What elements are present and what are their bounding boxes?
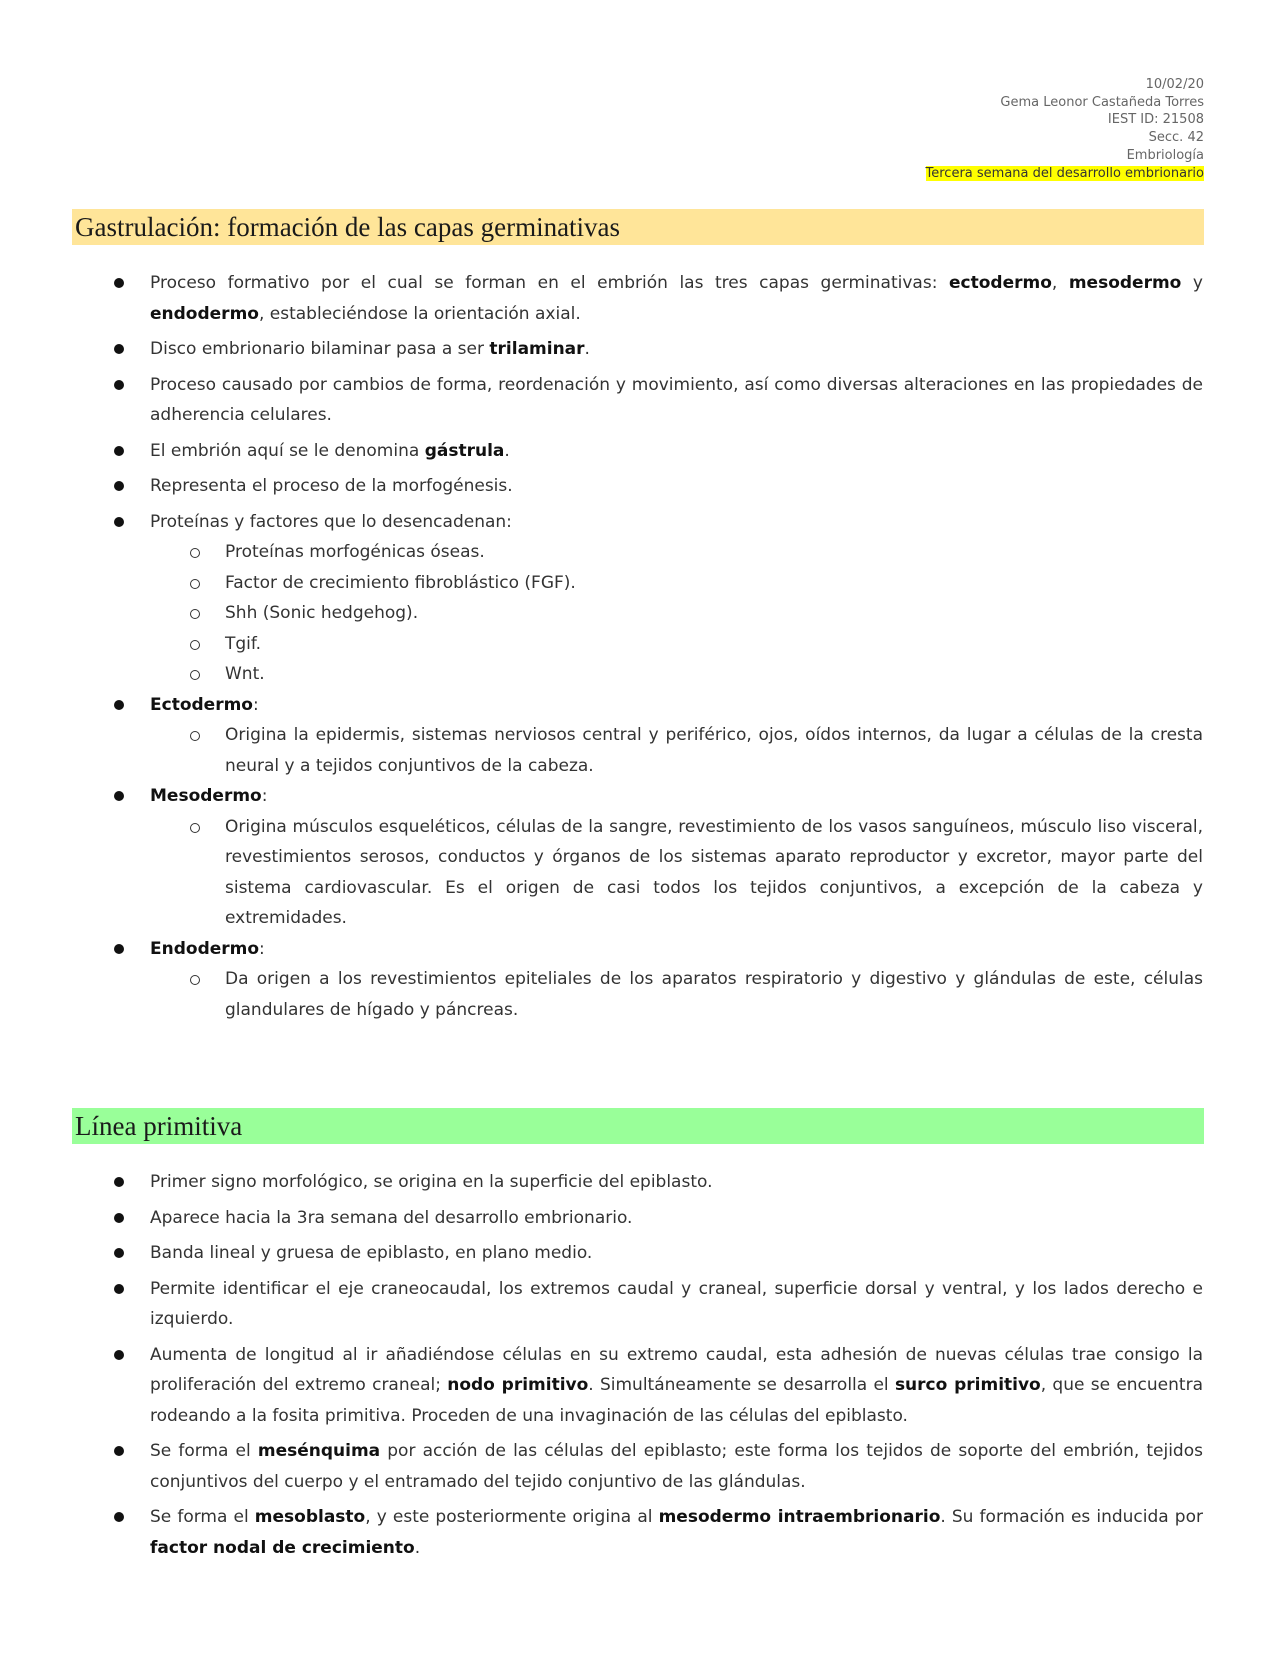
sublist-item: Wnt. xyxy=(150,659,1203,690)
list-item: Primer signo morfológico, se origina en la superficie del epiblasto. xyxy=(0,1167,1280,1198)
circle-bullet-icon xyxy=(190,548,200,558)
list-item: Proceso causado por cambios de forma, reordenación y movimiento, así como diversas alteraciones en las propiedades de adherencia celulares. xyxy=(0,370,1280,431)
bullet-icon xyxy=(114,1177,124,1187)
sublist-item: Shh (Sonic hedgehog). xyxy=(150,598,1203,629)
list-item: Representa el proceso de la morfogénesis. xyxy=(0,471,1280,502)
sublist-item: Tgif. xyxy=(150,629,1203,660)
bullet-icon xyxy=(114,700,124,710)
header-date: 10/02/20 xyxy=(1145,77,1204,92)
list-item: El embrión aquí se le denomina gástrula. xyxy=(0,436,1280,467)
list-item: Proceso formativo por el cual se forman en el embrión las tres capas germinativas: ectodermo, mesodermo y endodermo, estableciéndose la orientación axial. xyxy=(0,268,1280,329)
list-item-endodermo: Endodermo: Da origen a los revestimientos epiteliales de los aparatos respiratorio y digestivo y glándulas de este, células glandulares de hígado y páncreas. xyxy=(0,934,1280,1026)
sublist-item: Factor de crecimiento fibroblástico (FGF). xyxy=(150,568,1203,599)
header-topic: Tercera semana del desarrollo embrionario xyxy=(925,165,1204,181)
bullet-icon xyxy=(114,1284,124,1294)
list-item: Se forma el mesoblasto, y este posteriormente origina al mesodermo intraembrionario. Su formación es inducida por factor nodal de crecimiento. xyxy=(0,1502,1280,1563)
bullet-icon xyxy=(114,944,124,954)
bullet-icon xyxy=(114,344,124,354)
header-student-id: IEST ID: 21508 xyxy=(1107,112,1204,128)
bullet-icon xyxy=(114,1512,124,1522)
sublist-item: Origina músculos esqueléticos, células de la sangre, revestimiento de los vasos sanguíneos, músculo liso visceral, revestimientos serosos, conductos y órganos de los sistemas aparato reproductor y excretor, mayor parte del sistema cardiovascular. Es el origen de casi todos los tejidos conjuntivos, a excepción de la cabeza y extremidades. xyxy=(150,812,1203,934)
list-item: Aumenta de longitud al ir añadiéndose células en su extremo caudal, esta adhesión de nuevas células trae consigo la proliferación del extremo craneal; nodo primitivo. Simultáneamente se desarrolla el surco primitivo, que se encuentra rodeando a la fosita primitiva. Proceden de una invaginación de las células del epiblasto. xyxy=(0,1340,1280,1432)
list-item: Banda lineal y gruesa de epiblasto, en plano medio. xyxy=(0,1238,1280,1269)
circle-bullet-icon xyxy=(190,670,200,680)
list-item: Disco embrionario bilaminar pasa a ser trilaminar. xyxy=(0,334,1280,365)
bullet-icon xyxy=(114,481,124,491)
circle-bullet-icon xyxy=(190,823,200,833)
header-author: Gema Leonor Castañeda Torres xyxy=(1000,94,1204,110)
list-item: Se forma el mesénquima por acción de las células del epiblasto; este forma los tejidos de soporte del embrión, tejidos conjuntivos del cuerpo y el entramado del tejido conjuntivo de las glándulas. xyxy=(0,1436,1280,1497)
section-title-linea-primitiva: Línea primitiva xyxy=(72,1108,1204,1144)
bullet-icon xyxy=(114,791,124,801)
list-item: Permite identificar el eje craneocaudal, los extremos caudal y craneal, superficie dorsal y ventral, y los lados derecho e izquierdo. xyxy=(0,1274,1280,1335)
list-item-ectodermo: Ectodermo: Origina la epidermis, sistemas nerviosos central y periférico, ojos, oídos internos, da lugar a células de la cresta neural y a tejidos conjuntivos de la cabeza. xyxy=(0,690,1280,782)
sublist-item: Da origen a los revestimientos epiteliales de los aparatos respiratorio y digestivo y glándulas de este, células glandulares de hígado y páncreas. xyxy=(150,964,1203,1025)
list-item: Proteínas y factores que lo desencadenan: Proteínas morfogénicas óseas. Factor de crecimiento fibroblástico (FGF). Shh (Sonic hedgehog). Tgif. Wnt. xyxy=(0,507,1280,690)
bullet-icon xyxy=(114,278,124,288)
bullet-icon xyxy=(114,1213,124,1223)
circle-bullet-icon xyxy=(190,731,200,741)
sublist-item: Origina la epidermis, sistemas nerviosos central y periférico, ojos, oídos internos, da lugar a células de la cresta neural y a tejidos conjuntivos de la cabeza. xyxy=(150,720,1203,781)
bullet-icon xyxy=(114,1446,124,1456)
circle-bullet-icon xyxy=(190,609,200,619)
circle-bullet-icon xyxy=(190,975,200,985)
header-course: Embriología xyxy=(1126,147,1204,163)
circle-bullet-icon xyxy=(190,579,200,589)
circle-bullet-icon xyxy=(190,640,200,650)
linea-primitiva-list xyxy=(0,1167,1280,1568)
factors-sublist xyxy=(150,537,1203,690)
bullet-icon xyxy=(114,1350,124,1360)
bullet-icon xyxy=(114,380,124,390)
bullet-icon xyxy=(114,1248,124,1258)
header-section: Secc. 42 xyxy=(1148,130,1204,146)
document-header xyxy=(504,76,1204,182)
gastrulacion-list xyxy=(0,268,1280,1025)
list-item-mesodermo: Mesodermo: Origina músculos esqueléticos, células de la sangre, revestimiento de los vasos sanguíneos, músculo liso visceral, revestimientos serosos, conductos y órganos de los sistemas aparato reproductor y excretor, mayor parte del sistema cardiovascular. Es el origen de casi todos los tejidos conjuntivos, a excepción de la cabeza y extremidades. xyxy=(0,781,1280,934)
sublist-item: Proteínas morfogénicas óseas. xyxy=(150,537,1203,568)
section-title-gastrulacion: Gastrulación: formación de las capas germinativas xyxy=(72,209,1204,245)
bullet-icon xyxy=(114,446,124,456)
bullet-icon xyxy=(114,517,124,527)
list-item: Aparece hacia la 3ra semana del desarrollo embrionario. xyxy=(0,1203,1280,1234)
